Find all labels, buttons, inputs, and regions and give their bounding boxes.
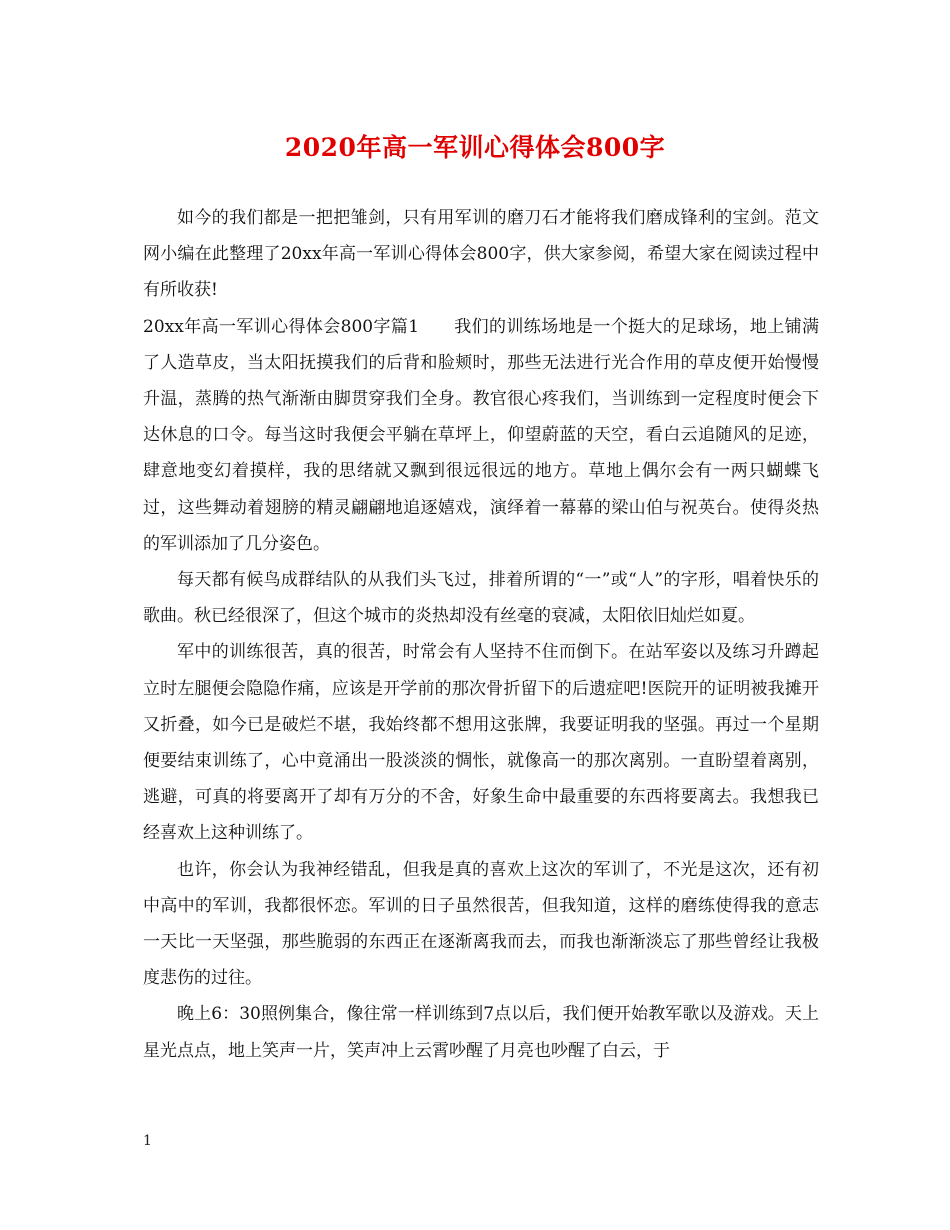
paragraph-training-hard: 军中的训练很苦，真的很苦，时常会有人坚持不住而倒下。在站军姿以及练习升蹲起立时左腿便会隐隐作痛，应该是开学前的那次骨折留下的后遗症吧!医院开的证明被我摊开又折叠，如今已是破烂不堪，我始终都不想用这张牌，我要证明我的坚强。再过一个星期便要结束训练了，心中竟涌出一股淡淡的惆怅，就像高一的那次离别。一直盼望着离别，逃避，可真的将要离开了却有万分的不舍，好象生命中最重要的东西将要离去。我想我已经喜欢上这种训练了。 — [143, 642, 819, 844]
paragraph-intro: 如今的我们都是一把把雏剑，只有用军训的磨刀石才能将我们磨成锋利的宝剑。范文网小编在此整理了20xx年高一军训心得体会800字，供大家参阅，希望大家在阅读过程中有所收获! — [143, 208, 819, 301]
paragraph-article-1: 20xx年高一军训心得体会800字篇1 我们的训练场地是一个挺大的足球场，地上铺满了人造草皮，当太阳抚摸我们的后背和脸颊时，那些无法进行光合作用的草皮便开始慢慢升温，蒸腾的热气渐渐由脚贯穿我们全身。教官很心疼我们，当训练到一定程度时便会下达休息的口令。每当这时我便会平躺在草坪上，仰望蔚蓝的天空，看白云追随风的足迹，肆意地变幻着摸样，我的思绪就又飘到很远很远的地方。草地上偶尔会有一两只蝴蝶飞过，这些舞动着翅膀的精灵翩翩地追逐嬉戏，演绎着一幕幕的梁山伯与祝英台。使得炎热的军训添加了几分姿色。 — [143, 316, 819, 554]
document-title: 2020年高一军训心得体会800字 — [284, 133, 666, 162]
paragraph-birds: 每天都有候鸟成群结队的从我们头飞过，排着所谓的“一”或“人”的字形，唱着快乐的歌曲。秋已经很深了，但这个城市的炎热却没有丝毫的衰减，太阳依旧灿烂如夏。 — [143, 570, 819, 627]
paragraph-perhaps: 也许，你会认为我神经错乱，但我是真的喜欢上这次的军训了，不光是这次，还有初中高中的军训，我都很怀恋。军训的日子虽然很苦，但我知道，这样的磨练使得我的意志一天比一天坚强，那些脆弱的东西正在逐渐离我而去，而我也渐渐淡忘了那些曾经让我极度悲伤的过往。 — [143, 859, 819, 989]
page-number: 1 — [143, 1133, 152, 1149]
paragraph-evening: 晚上6：30照例集合，像往常一样训练到7点以后，我们便开始教军歌以及游戏。天上星光点点，地上笑声一片，笑声冲上云霄吵醒了月亮也吵醒了白云，于 — [143, 1004, 819, 1061]
document-body — [143, 200, 819, 1069]
